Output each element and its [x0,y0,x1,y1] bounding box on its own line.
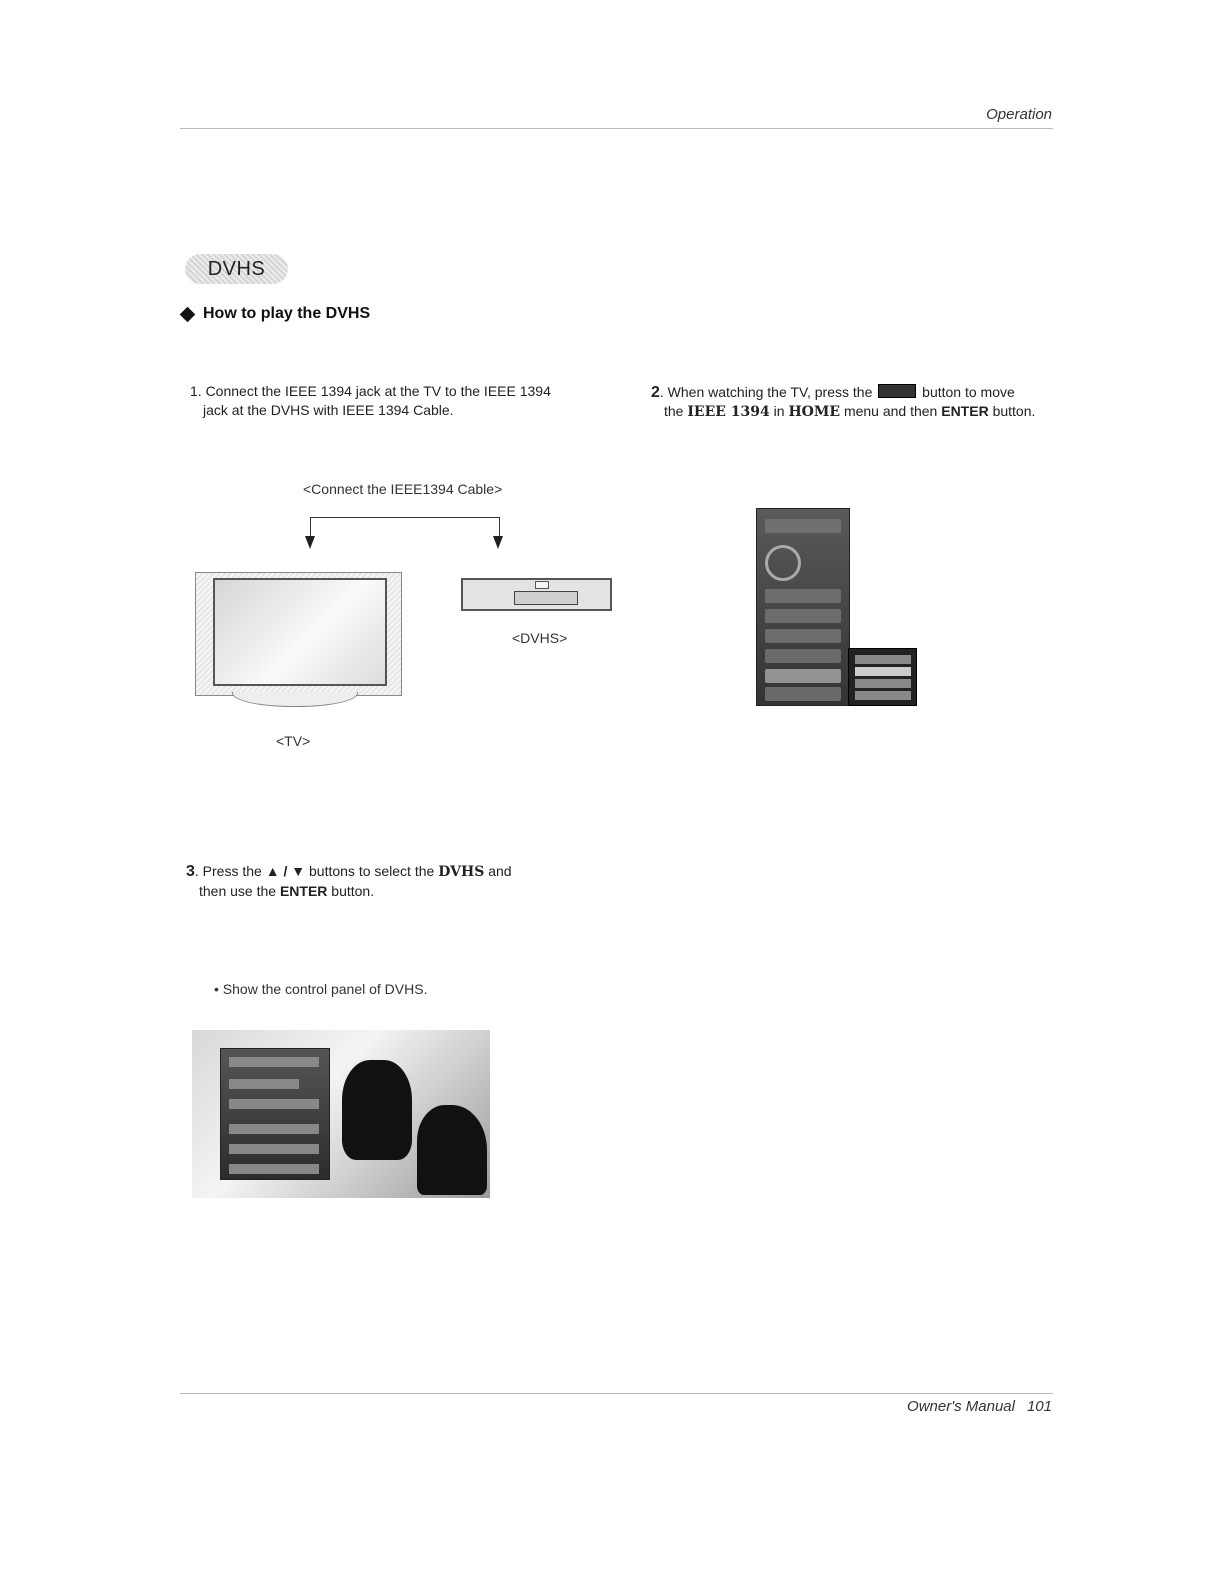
step-3-text-e: button. [331,883,375,899]
dvhs-control-panel [220,1048,330,1180]
step-2-text-a: . When watching the TV, press the [659,384,873,400]
footer-rule [180,1393,1053,1394]
step-3 [186,862,512,901]
step-1-line-2: jack at the DVHS with IEEE 1394 Cable. [203,402,454,418]
page-number: 101 [1026,1398,1052,1415]
subheading [180,305,370,323]
up-down-arrows-icon: ▲ / ▼ [265,863,306,879]
footer [895,1398,1052,1415]
step-2-number: 2 [651,384,660,401]
section-title: Operation [986,106,1052,123]
tv-screen [213,578,387,686]
dvhs-label: <DVHS> [512,630,568,646]
arrow-down-icon [493,536,503,549]
diamond-bullet-icon [180,306,196,322]
step-2-text-b: button to move [922,384,1015,400]
remote-key-icon [878,384,916,398]
footer-title: Owner's Manual [907,1398,1015,1415]
step-2-text-f: button. [992,403,1036,419]
tv-label: <TV> [276,733,311,749]
cable-connector-line [310,517,500,538]
tv-stand [232,692,358,707]
step-3-text-d: then use the [199,883,277,899]
ieee-1394-submenu-screenshot [848,648,917,706]
step-1 [190,382,551,420]
dvhs-badge: DVHS [185,254,288,284]
step-2-text-d: in [773,403,785,419]
step-3-text-a: . Press the [194,863,262,879]
step-3-text-b: buttons to select the [309,863,435,879]
header-rule [180,128,1053,129]
control-panel-note: • Show the control panel of DVHS. [214,981,428,997]
step-3-text-c: and [488,863,512,879]
dvhs-tape-slot [514,591,578,605]
arrow-down-icon [305,536,315,549]
step-2-text-e: menu and then [843,403,938,419]
step-3-number: 3 [186,863,195,880]
subheading-text: How to play the DVHS [203,305,371,322]
dvhs-control-panel-screenshot [192,1030,490,1198]
diagram-caption: <Connect the IEEE1394 Cable> [303,481,503,497]
step-1-line-1: 1. Connect the IEEE 1394 jack at the TV to the IEEE 1394 [190,383,551,399]
step-2 [651,383,1035,422]
dvhs-deck-button [535,581,549,589]
ieee-1394-label: IEEE 1394 [687,404,770,420]
home-menu-screenshot [756,508,850,706]
dvhs-option-label: DVHS [438,864,485,880]
step-2-text-c: the [664,403,684,419]
enter-button-label: ENTER [279,883,328,899]
home-menu-label: HOME [788,404,841,420]
enter-button-label: ENTER [941,403,989,419]
